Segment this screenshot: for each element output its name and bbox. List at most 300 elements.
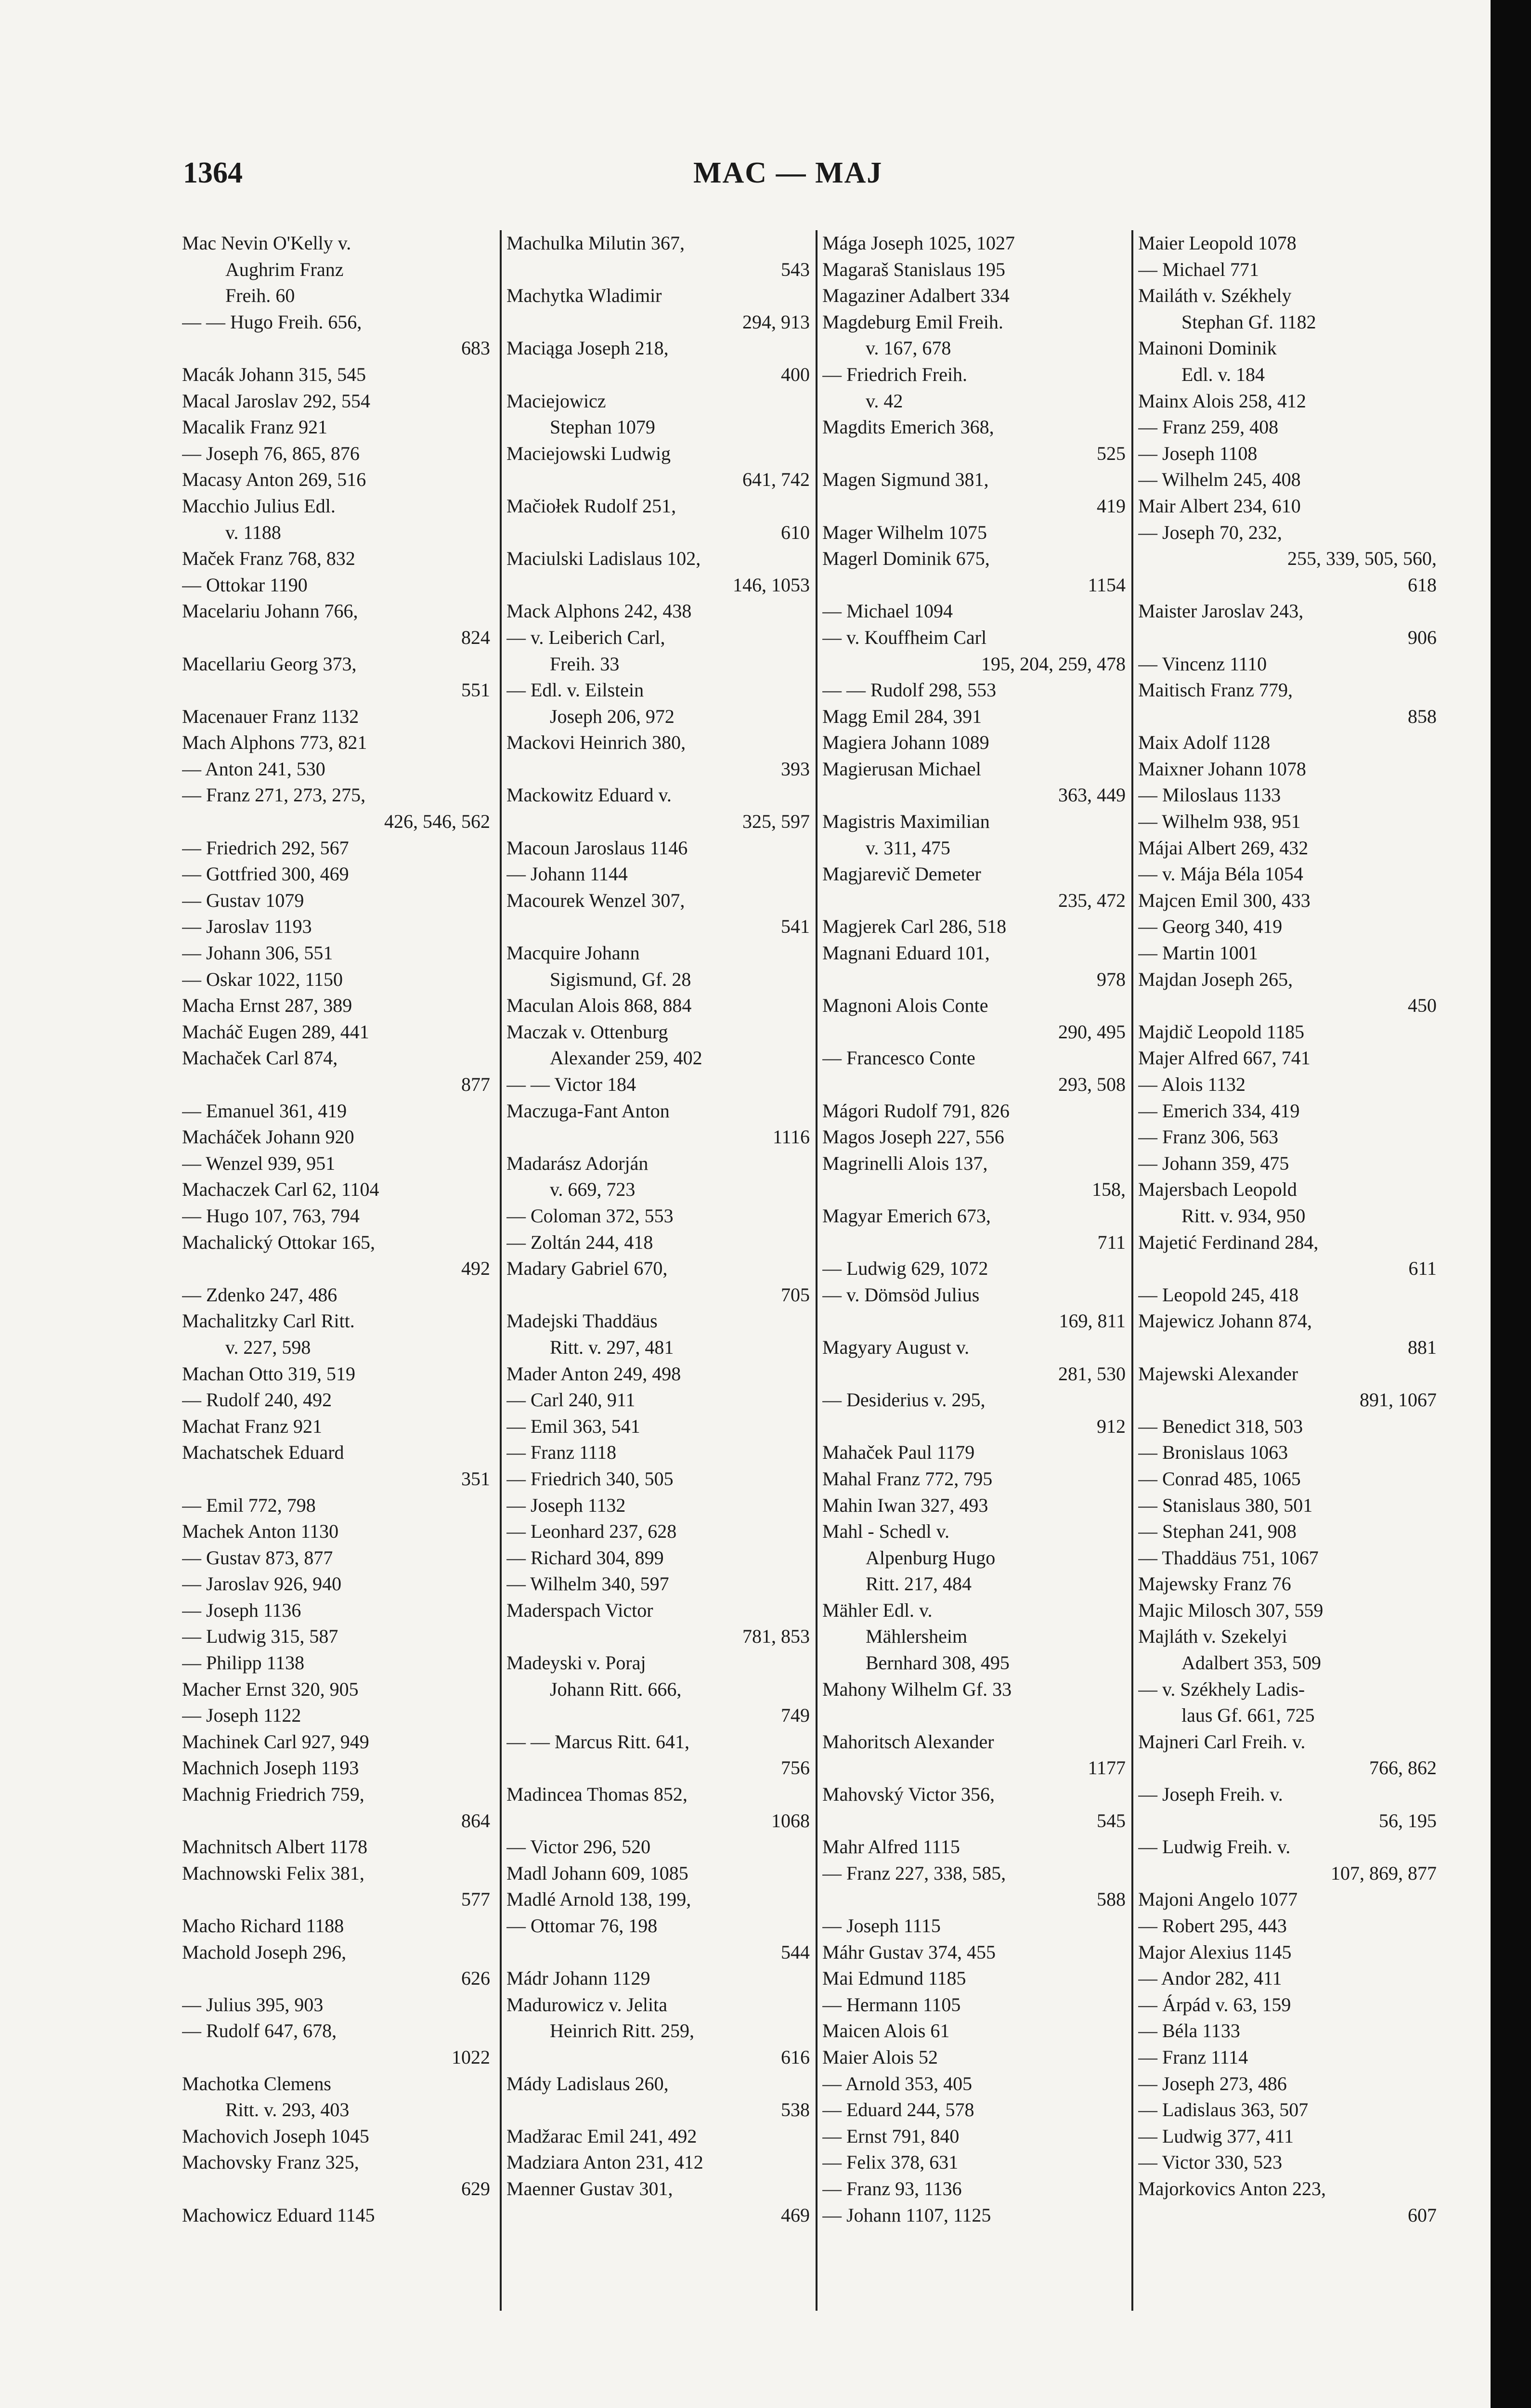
entry-line: Machnitsch Albert 1178 [182,1836,368,1858]
entry-line: Madincea Thomas 852, [506,1783,688,1806]
entry-line: 107, 869, 877 [1331,1862,1437,1884]
entry-line: Magerl Dominik 675, [822,548,990,570]
entry-line: — Ludwig Freih. v. [1138,1836,1291,1858]
entry-line: 641, 742 [742,469,810,491]
entry-line: Maderspach Victor [506,1599,653,1621]
entry-line: 616 [781,2046,810,2068]
entry-line: Ritt. v. 934, 950 [1181,1204,1306,1227]
entry-line: — — Hugo Freih. 656, [182,311,362,333]
entry-line: Majdič Leopold 1185 [1138,1021,1305,1043]
entry-line: 1068 [771,1809,810,1832]
entry-line: 891, 1067 [1360,1389,1437,1411]
entry-line: Stephan Gf. 1182 [1181,311,1316,333]
entry-line: Machalický Ottokar 165, [182,1231,375,1253]
entry-line: 419 [1097,495,1126,517]
entry-line: — Franz 259, 408 [1138,416,1279,438]
entry-line: — Béla 1133 [1138,2020,1240,2042]
entry-line: Majcen Emil 300, 433 [1138,889,1310,911]
entry-line: Maicen Alois 61 [822,2020,950,2042]
entry-line: — Benedict 318, 503 [1138,1415,1303,1437]
entry-line: Magnoni Alois Conte [822,995,988,1017]
entry-line: Mair Albert 234, 610 [1138,495,1301,517]
entry-line: — v. Mája Béla 1054 [1138,863,1303,885]
entry-line: — Zoltán 244, 418 [506,1231,653,1253]
entry-line: — v. Kouffheim Carl [822,626,987,648]
entry-line: — Franz 1118 [506,1441,617,1464]
entry-line: — Johann 306, 551 [182,942,333,964]
entry-line: — Joseph 273, 486 [1138,2072,1287,2094]
entry-line: — Martin 1001 [1138,942,1258,964]
entry-line: — Andor 282, 411 [1138,1967,1282,1989]
entry-line: Sigismund, Gf. 28 [550,968,691,990]
entry-line: — Hermann 1105 [822,1993,961,2015]
entry-line: Majorkovics Anton 223, [1138,2177,1326,2199]
entry-line: 1177 [1088,1757,1126,1779]
page-range-heading: MAC — MAJ [693,157,883,189]
entry-line: — Edl. v. Eilstein [506,679,644,701]
entry-line: Mader Anton 249, 498 [506,1362,681,1385]
entry-line: Maček Franz 768, 832 [182,548,355,570]
entry-line: 610 [781,521,810,543]
entry-line: Maculan Alois 868, 884 [506,995,692,1017]
entry-line: Mahaček Paul 1179 [822,1441,975,1464]
entry-line: — Ladislaus 363, 507 [1138,2099,1309,2121]
entry-line: Machnig Friedrich 759, [182,1783,364,1806]
entry-line: 525 [1097,442,1126,464]
entry-line: 629 [461,2177,490,2199]
entry-line: Mac Nevin O'Kelly v. [182,232,351,254]
entry-line: Magaziner Adalbert 334 [822,285,1010,307]
entry-line: Macourek Wenzel 307, [506,889,685,911]
entry-line: 538 [781,2099,810,2121]
entry-line: Edl. v. 184 [1181,363,1265,385]
entry-line: — Oskar 1022, 1150 [182,968,343,990]
entry-line: Madary Gabriel 670, [506,1257,668,1280]
entry-line: — Joseph 1136 [182,1599,301,1621]
entry-line: Mahony Wilhelm Gf. 33 [822,1678,1012,1700]
entry-line: Stephan 1079 [550,416,655,438]
entry-line: — Joseph 1122 [182,1704,301,1727]
entry-line: — Emanuel 361, 419 [182,1099,347,1122]
entry-line: Majewsky Franz 76 [1138,1573,1291,1595]
entry-line: 588 [1097,1888,1126,1911]
entry-line: — Joseph 76, 865, 876 [182,442,360,464]
entry-line: — Victor 296, 520 [506,1836,651,1858]
entry-line: — Franz 271, 273, 275, [182,784,366,806]
entry-line: — Anton 241, 530 [182,758,325,780]
entry-line: Magrinelli Alois 137, [822,1152,988,1174]
entry-line: Machulka Milutin 367, [506,232,685,254]
entry-line: 858 [1408,705,1437,727]
entry-line: Machovsky Franz 325, [182,2151,359,2173]
entry-line: Magistris Maximilian [822,811,990,833]
entry-line: 626 [461,1967,490,1989]
column-1 [182,230,490,2311]
entry-line: Major Alexius 1145 [1138,1941,1292,1963]
entry-line: 906 [1408,626,1437,648]
entry-line: Magnani Eduard 101, [822,942,990,964]
entry-line: — Joseph 1115 [822,1915,941,1937]
entry-line: Mai Edmund 1185 [822,1967,966,1989]
entry-line: — Ludwig 377, 411 [1138,2125,1294,2147]
entry-line: Maciulski Ladislaus 102, [506,548,701,570]
entry-line: — Ludwig 629, 1072 [822,1257,988,1280]
entry-line: Mager Wilhelm 1075 [822,521,987,543]
entry-line: Alexander 259, 402 [550,1047,702,1069]
entry-line: 146, 1053 [733,574,810,596]
entry-line: Mack Alphons 242, 438 [506,600,692,622]
entry-line: 290, 495 [1058,1021,1126,1043]
entry-line: Magjarevič Demeter [822,863,981,885]
entry-line: 881 [1408,1336,1437,1358]
entry-line: Maenner Gustav 301, [506,2177,673,2199]
entry-line: — Ernst 791, 840 [822,2125,960,2147]
entry-line: — Coloman 372, 553 [506,1204,674,1227]
entry-line: — Joseph 1108 [1138,442,1258,464]
entry-line: Maciąga Joseph 218, [506,337,669,359]
entry-line: Majetić Ferdinand 284, [1138,1231,1319,1253]
entry-line: Machnich Joseph 1193 [182,1757,359,1779]
entry-line: — Julius 395, 903 [182,1993,324,2015]
entry-line: 781, 853 [742,1625,810,1648]
entry-line: — Ottokar 1190 [182,574,308,596]
entry-line: Macha Ernst 287, 389 [182,995,352,1017]
entry-line: — Emil 772, 798 [182,1494,316,1516]
entry-line: Madziara Anton 231, 412 [506,2151,703,2173]
entry-line: Mach Alphons 773, 821 [182,732,367,754]
entry-line: Ritt. v. 297, 481 [550,1336,674,1358]
entry-line: — Joseph 1132 [506,1494,626,1516]
entry-line: 1116 [772,1126,810,1148]
page-header [183,146,1146,199]
entry-line: Ritt. v. 293, 403 [225,2099,350,2121]
entry-line: Magos Joseph 227, 556 [822,1126,1004,1148]
entry-line: Majoni Angelo 1077 [1138,1888,1298,1911]
entry-line: — Robert 295, 443 [1138,1915,1287,1937]
entry-line: — Hugo 107, 763, 794 [182,1204,360,1227]
entry-line: Macher Ernst 320, 905 [182,1678,359,1700]
entry-line: — Victor 330, 523 [1138,2151,1283,2173]
entry-line: Ritt. 217, 484 [866,1573,972,1595]
entry-line: Machatschek Eduard [182,1441,344,1464]
entry-line: Machalitzky Carl Ritt. [182,1310,355,1332]
page-number: 1364 [183,157,243,189]
entry-line: — — Marcus Ritt. 641, [506,1730,689,1753]
entry-line: — Philipp 1138 [182,1652,305,1674]
entry-line: Magyary August v. [822,1336,970,1358]
column-3 [816,230,1126,2311]
entry-line: Maier Alois 52 [822,2046,938,2068]
entry-line: Macasy Anton 269, 516 [182,469,366,491]
entry-line: 864 [461,1809,490,1832]
entry-line: Freih. 33 [550,653,620,675]
entry-line: Madlé Arnold 138, 199, [506,1888,691,1911]
entry-line: Majic Milosch 307, 559 [1138,1599,1323,1621]
entry-line: 912 [1097,1415,1126,1437]
entry-line: — Friedrich Freih. [822,363,968,385]
entry-line: Mahin Iwan 327, 493 [822,1494,988,1516]
entry-line: Macoun Jaroslaus 1146 [506,837,688,859]
entry-line: — v. Dömsöd Julius [822,1283,980,1306]
entry-line: Maciejowski Ludwig [506,442,671,464]
entry-line: 293, 508 [1058,1073,1126,1095]
entry-line: Mahl - Schedl v. [822,1520,950,1543]
entry-line: 766, 862 [1369,1757,1437,1779]
entry-line: 158, [1092,1178,1126,1201]
entry-line: — Rudolf 647, 678, [182,2020,337,2042]
entry-line: — Franz 227, 338, 585, [822,1862,1006,1884]
entry-line: Machat Franz 921 [182,1415,323,1437]
entry-line: Mahoritsch Alexander [822,1730,994,1753]
entry-line: 683 [461,337,490,359]
entry-line: Mainoni Dominik [1138,337,1277,359]
entry-line: Majersbach Leopold [1138,1178,1297,1201]
entry-line: v. 42 [866,390,903,412]
entry-line: Madl Johann 609, 1085 [506,1862,688,1884]
entry-line: Mählersheim [866,1625,968,1648]
entry-line: — Eduard 244, 578 [822,2099,974,2121]
entry-line: Machinek Carl 927, 949 [182,1730,369,1753]
entry-line: Machytka Wladimir [506,285,662,307]
entry-line: 545 [1097,1809,1126,1832]
entry-line: — Stephan 241, 908 [1138,1520,1297,1543]
entry-line: — Franz 93, 1136 [822,2177,962,2199]
entry-line: Maciejowicz [506,390,606,412]
entry-line: — Arnold 353, 405 [822,2072,973,2094]
entry-line: Mága Joseph 1025, 1027 [822,232,1015,254]
entry-line: Mahr Alfred 1115 [822,1836,960,1858]
entry-line [822,1702,1126,1729]
entry-line: Machaček Carl 874, [182,1047,338,1069]
entry-line: — Joseph Freih. v. [1138,1783,1283,1806]
entry-line: Maitisch Franz 779, [1138,679,1293,701]
entry-line: Macelariu Johann 766, [182,600,358,622]
entry-line: — Wilhelm 938, 951 [1138,811,1301,833]
entry-line: 469 [781,2204,810,2226]
entry-line: Joseph 206, 972 [550,705,675,727]
entry-line: 711 [1097,1231,1126,1253]
entry-line: Machaczek Carl 62, 1104 [182,1178,379,1201]
entry-line: 551 [461,679,490,701]
entry-line: 426, 546, 562 [384,811,490,833]
entry-line: — Emerich 334, 419 [1138,1099,1300,1122]
entry-line: 450 [1408,995,1437,1017]
entry-line: — Leopold 245, 418 [1138,1283,1299,1306]
entry-line: 544 [781,1941,810,1963]
entry-line: — v. Székhely Ladis- [1138,1678,1305,1700]
entry-line: Heinrich Ritt. 259, [550,2020,694,2042]
entry-line: — Gottfried 300, 469 [182,863,349,885]
entry-line: — Johann 1107, 1125 [822,2204,991,2226]
entry-line: Mackovi Heinrich 380, [506,732,686,754]
scan-dark-edge [1491,0,1531,2408]
entry-line: — Leonhard 237, 628 [506,1520,677,1543]
entry-line: — Jaroslav 1193 [182,916,312,938]
entry-line: Majláth v. Szekelyi [1138,1625,1287,1648]
entry-line: Mádr Johann 1129 [506,1967,650,1989]
entry-line: Alpenburg Hugo [866,1546,996,1569]
entry-line: Madžarac Emil 241, 492 [506,2125,697,2147]
entry-line: 756 [781,1757,810,1779]
entry-line: 749 [781,1704,810,1727]
entry-line: — Ludwig 315, 587 [182,1625,338,1648]
entry-line: 363, 449 [1058,784,1126,806]
column-2 [500,230,810,2311]
entry-line: — Zdenko 247, 486 [182,1283,337,1306]
entry-line: Macháč Eugen 289, 441 [182,1021,369,1043]
entry-line: 235, 472 [1058,889,1126,911]
entry-line: v. 669, 723 [550,1178,636,1201]
entry-line: Mahal Franz 772, 795 [822,1467,993,1490]
entry-line: — Georg 340, 419 [1138,916,1283,938]
entry-line: Bernhard 308, 495 [866,1652,1010,1674]
entry-line: — Johann 1144 [506,863,628,885]
entry-line: — Emil 363, 541 [506,1415,640,1437]
entry-line: Machnowski Felix 381, [182,1862,364,1884]
entry-line: Magdeburg Emil Freih. [822,311,1003,333]
entry-line: Mackowitz Eduard v. [506,784,672,806]
entry-line: Maister Jaroslav 243, [1138,600,1304,622]
entry-line: Majewicz Johann 874, [1138,1310,1312,1332]
column-4 [1131,230,1437,2311]
entry-line: — v. Leiberich Carl, [506,626,665,648]
entry-line: Macquire Johann [506,942,640,964]
entry-columns [182,230,1437,2311]
entry-line: Mähler Edl. v. [822,1599,933,1621]
entry-line: Mády Ladislaus 260, [506,2072,669,2094]
entry-line: 325, 597 [742,811,810,833]
entry-line: Májai Albert 269, 432 [1138,837,1309,859]
entry-line: Magjerek Carl 286, 518 [822,916,1007,938]
entry-line: 393 [781,758,810,780]
entry-line: — Gustav 1079 [182,889,304,911]
entry-line: 824 [461,626,490,648]
entry-line: — Friedrich 340, 505 [506,1467,674,1490]
entry-line: v. 227, 598 [225,1336,311,1358]
entry-line: — Miloslaus 1133 [1138,784,1281,806]
entry-line: 611 [1408,1257,1437,1280]
entry-line: v. 167, 678 [866,337,951,359]
entry-line: Macal Jaroslav 292, 554 [182,390,371,412]
entry-line: Macho Richard 1188 [182,1915,344,1937]
entry-line: 281, 530 [1058,1362,1126,1385]
entry-line: Machold Joseph 296, [182,1941,347,1963]
entry-line: — — Rudolf 298, 553 [822,679,997,701]
entry-line: 978 [1097,968,1126,990]
entry-line: 169, 811 [1059,1310,1126,1332]
entry-line: — Conrad 485, 1065 [1138,1467,1301,1490]
entry-line: — Wilhelm 340, 597 [506,1573,669,1595]
entry-line: — Rudolf 240, 492 [182,1389,332,1411]
entry-line: — Vincenz 1110 [1138,653,1267,675]
entry-line: Mailáth v. Székhely [1138,285,1292,307]
entry-line: Maix Adolf 1128 [1138,732,1271,754]
entry-line: — Michael 771 [1138,258,1259,280]
entry-line: Magen Sigmund 381, [822,469,989,491]
entry-line: — Bronislaus 1063 [1138,1441,1288,1464]
entry-line: Machek Anton 1130 [182,1520,339,1543]
entry-line: 56, 195 [1379,1809,1437,1832]
entry-line: Maier Leopold 1078 [1138,232,1297,254]
entry-line: Magaraš Stanislaus 195 [822,258,1005,280]
entry-line: Madejski Thaddäus [506,1310,658,1332]
entry-line: — Alois 1132 [1138,1073,1246,1095]
entry-line: Macalik Franz 921 [182,416,328,438]
entry-line: Maixner Johann 1078 [1138,758,1306,780]
entry-line: Mahovský Victor 356, [822,1783,995,1806]
entry-line: 195, 204, 259, 478 [981,653,1126,675]
entry-line: — Árpád v. 63, 159 [1138,1993,1291,2015]
entry-line: laus Gf. 661, 725 [1181,1704,1315,1727]
entry-line: — Jaroslav 926, 940 [182,1573,342,1595]
entry-line: Madarász Adorján [506,1152,649,1174]
entry-line: 543 [781,258,810,280]
entry-line: Macháček Johann 920 [182,1126,354,1148]
entry-line: 400 [781,363,810,385]
entry-line: 1154 [1088,574,1126,596]
entry-line: Madurowicz v. Jelita [506,1993,667,2015]
entry-line: Machowicz Eduard 1145 [182,2204,375,2226]
entry-line: — Desiderius v. 295, [822,1389,986,1411]
entry-line: Macchio Julius Edl. [182,495,336,517]
entry-line: Macenauer Franz 1132 [182,705,359,727]
entry-line: Machotka Clemens [182,2072,331,2094]
entry-line: — Franz 306, 563 [1138,1126,1279,1148]
entry-line: Maczak v. Ottenburg [506,1021,668,1043]
entry-line: Freih. 60 [225,285,295,307]
entry-line: 294, 913 [742,311,810,333]
entry-line: Majewski Alexander [1138,1362,1298,1385]
entry-line: Magg Emil 284, 391 [822,705,982,727]
entry-line: Majer Alfred 667, 741 [1138,1047,1310,1069]
entry-line: Mačiołek Rudolf 251, [506,495,676,517]
entry-line: — Thaddäus 751, 1067 [1138,1546,1319,1569]
entry-line: Magiera Johann 1089 [822,732,989,754]
entry-line: — Carl 240, 911 [506,1389,636,1411]
entry-line: Johann Ritt. 666, [550,1678,682,1700]
entry-line: v. 311, 475 [866,837,950,859]
entry-line: Maczuga-Fant Anton [506,1099,670,1122]
entry-line: 705 [781,1283,810,1306]
entry-line: Majneri Carl Freih. v. [1138,1730,1306,1753]
entry-line: Machovich Joseph 1045 [182,2125,369,2147]
entry-line: — Joseph 70, 232, [1138,521,1282,543]
entry-line: 351 [461,1467,490,1490]
entry-line: Machan Otto 319, 519 [182,1362,355,1385]
entry-line: Majdan Joseph 265, [1138,968,1293,990]
entry-line: 877 [461,1073,490,1095]
entry-line: — Wenzel 939, 951 [182,1152,336,1174]
entry-line: Mainx Alois 258, 412 [1138,390,1306,412]
entry-line: 1022 [452,2046,490,2068]
entry-line: 577 [461,1888,490,1911]
entry-line: — Stanislaus 380, 501 [1138,1494,1313,1516]
entry-line: Magdits Emerich 368, [822,416,994,438]
entry-line: 255, 339, 505, 560, [1287,548,1437,570]
entry-line: 492 [461,1257,490,1280]
entry-line: Aughrim Franz [225,258,344,280]
entry-line: — Michael 1094 [822,600,953,622]
entry-line: v. 1188 [225,521,281,543]
entry-line: — Felix 378, 631 [822,2151,959,2173]
entry-line: — Ottomar 76, 198 [506,1915,658,1937]
entry-line: 541 [781,916,810,938]
entry-line: — Johann 359, 475 [1138,1152,1289,1174]
entry-line: 607 [1408,2204,1437,2226]
entry-line: Macák Johann 315, 545 [182,363,366,385]
entry-line: — Franz 1114 [1138,2046,1248,2068]
entry-line: — Richard 304, 899 [506,1546,664,1569]
